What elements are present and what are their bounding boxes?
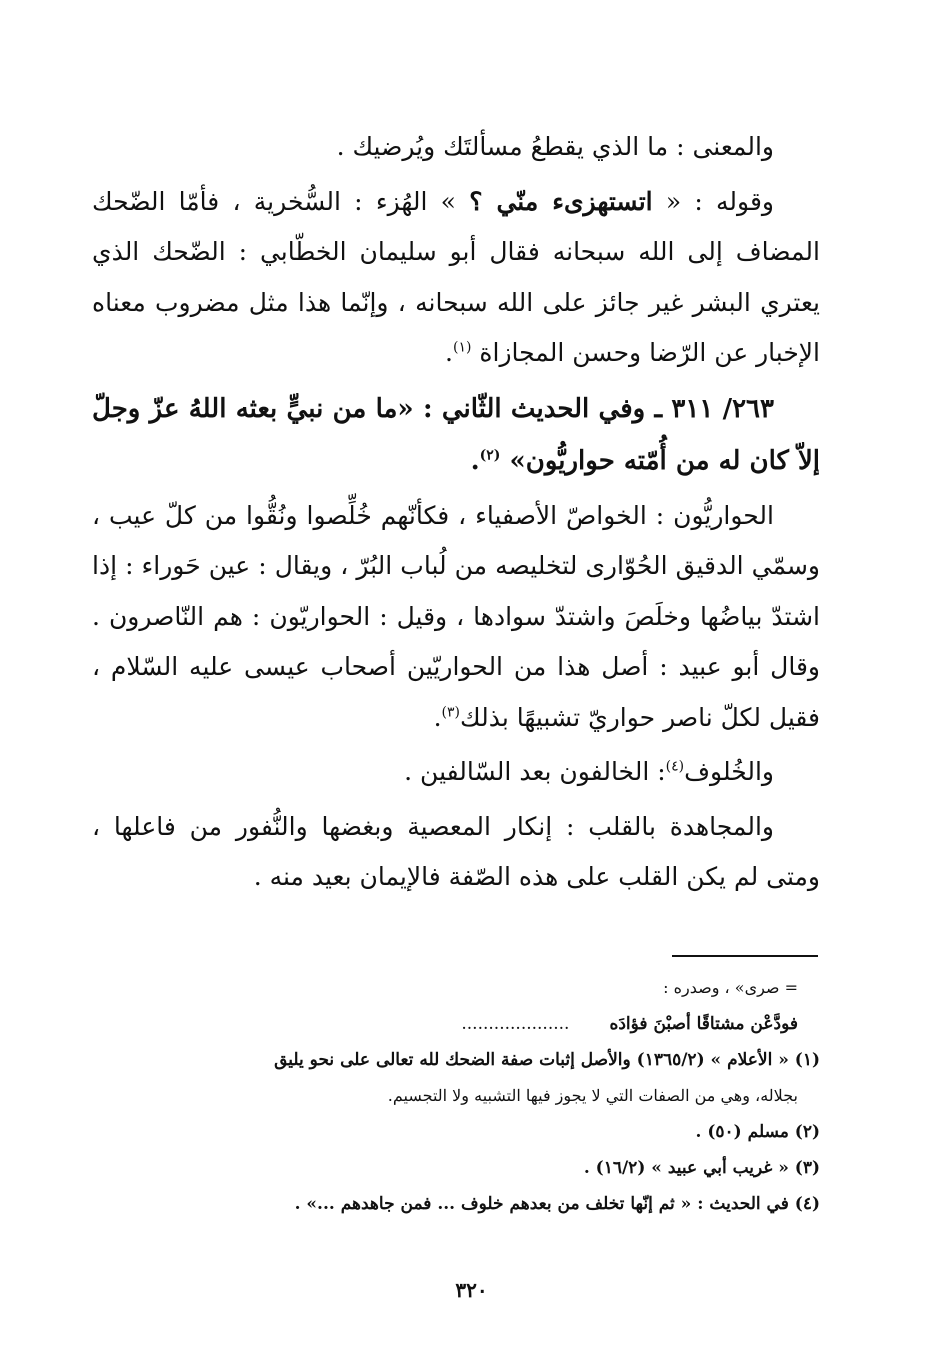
footnote-2: (٢) مسلم (٥٠) . xyxy=(695,1122,820,1142)
paragraph-meaning-text: والمعنى : ما الذي يقطعُ مسألتَك ويُرضيك . xyxy=(336,132,774,161)
footnote-4: (٤) في الحديث : « ثم إنّها تخلف من بعدهم خلوف ... فمن جاهدهم ...» . xyxy=(294,1194,820,1214)
paragraph-successors-text: : الخالفون بعد السّالفين . xyxy=(404,757,666,786)
footnote-ref-4: (٤) xyxy=(665,758,685,775)
paragraph-meaning xyxy=(92,122,820,173)
footnote-carryover: = صرى» ، وصدره : xyxy=(663,978,798,997)
quote-open: وقوله : « xyxy=(652,186,774,216)
paragraph-mockery-text: » الهُزء : السُّخرية ، فأمّا الضّحك المضاف إلى الله سبحانه فقال أبو سليمان الخطّابي : الضّحك الذي يعتري البشر غير جائز على الله سبحانه ، وإنّما هذا مثل مضروب معناه الإخبار عن الرّضا وحسن المجازاة xyxy=(92,186,820,367)
paragraph-disciples xyxy=(92,491,820,744)
period: . xyxy=(445,338,453,367)
paragraph-striving xyxy=(92,802,820,903)
period: . xyxy=(470,445,480,476)
footnotes xyxy=(92,970,820,1222)
footnote-verse xyxy=(92,1006,820,1042)
successors-term: والخُلوف xyxy=(684,757,774,786)
quoted-phrase: اتستهزىء منّي ؟ xyxy=(469,186,653,216)
footnote-1-continuation: بجلاله، وهي من الصفات التي لا يجوز فيها التشبيه ولا التجسيم. xyxy=(387,1086,798,1105)
paragraph-successors xyxy=(92,747,820,798)
footnote-divider xyxy=(672,955,818,957)
verse-ellipsis: .................... xyxy=(461,1014,570,1034)
footnote-3: (٣) « غريب أبي عبيد » (١٦/٢) . xyxy=(583,1158,820,1178)
paragraph-striving-text: والمجاهدة بالقلب : إنكار المعصية وبغضها والنُّفور من فاعلها ، ومتى لم يكن القلب على هذه الصّفة فالإيمان بعيد منه . xyxy=(92,811,820,891)
period: . xyxy=(433,702,442,732)
page-number: ٣٢٠ xyxy=(455,1278,488,1302)
verse-text: فودَّعْن مشتاقًا أصبْنَ فؤادَه xyxy=(609,1014,798,1034)
paragraph-disciples-text: الحواريُّون : الخواصّ الأصفياء ، فكأنّهم خُلِّصوا ونُقُّوا من كلّ عيب ، وسمّي الدقيق الحُوّارى لتخليصه من لُباب البُرّ ، ويقال : عين حَوراء : إذا اشتدّ بياضُها وخلَصَ واشتدّ سوادها ، وقيل : الحواريّون : هم النّاصرون . وقال أبو عبيد : أصل هذا من الحواريّين أصحاب عيسى عليه السّلام ، فقيل لكلّ ناصر حواريّ تشبيهًا بذلك xyxy=(92,500,820,732)
hadith-heading xyxy=(92,383,820,487)
footnote-ref-1: (١) xyxy=(453,339,472,356)
hadith-heading-text: ٢٦٣/ ٣١١ ـ وفي الحديث الثّاني : «ما من نبيٍّ بعثه اللهُ عزّ وجلّ إلاّ كان له من أُمّته حواريُّون» xyxy=(92,393,820,476)
main-text xyxy=(92,122,820,907)
paragraph-mockery xyxy=(92,177,820,379)
footnote-ref-3: (٣) xyxy=(441,704,461,721)
footnote-ref-2: (٢) xyxy=(479,446,501,463)
footnote-1: (١) « الأعلام » (١٣٦٥/٢) والأصل إثبات صفة الضحك لله تعالى على نحو يليق xyxy=(274,1050,820,1070)
